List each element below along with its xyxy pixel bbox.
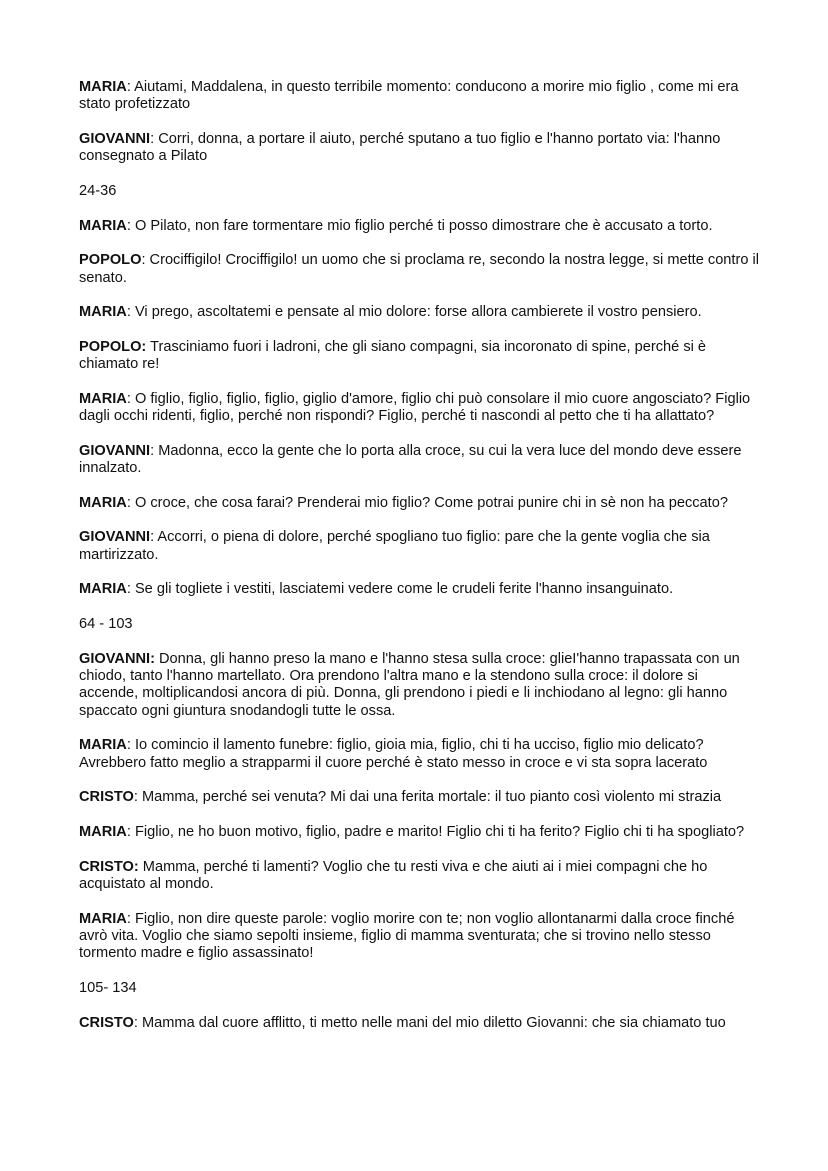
dialogue-text: Donna, gli hanno preso la mano e l'hanno stesa sulla croce: glieI'hanno trapassata con un chiodo, tanto l'hanno martellato. Ora prendono l'altra mano e la stendono sulla croce: il dolore si accende, moltiplicandosi ancora di più. Donna, gli prendono i piedi e li inchiodano al legno: gli hanno spaccato ogni giuntura snodandogli tutte le ossa. xyxy=(79,650,740,719)
separator: : xyxy=(126,304,135,321)
dialogue-line xyxy=(79,218,761,235)
separator: : xyxy=(126,581,135,598)
verse-range-marker: 64 - 103 xyxy=(79,615,133,632)
separator: : xyxy=(133,1014,142,1031)
separator: : xyxy=(141,252,150,269)
speaker-name: GIOVANNI: xyxy=(79,650,155,667)
dialogue-text: Aiutami, Maddalena, in questo terribile momento: conducono a morire mio figlio , come mi era stato profetizzato xyxy=(79,79,739,113)
separator: : xyxy=(126,390,135,407)
dialogue-line xyxy=(79,581,761,598)
dialogue-line xyxy=(79,824,761,841)
dialogue-line xyxy=(79,859,761,894)
separator: : xyxy=(150,529,158,546)
dialogue-text: Crociffigilo! Crociffigilo! un uomo che si proclama re, secondo la nostra legge, si mette contro il senato. xyxy=(79,252,759,286)
dialogue-text: O Pilato, non fare tormentare mio figlio perché ti posso dimostrare che è accusato a torto. xyxy=(134,217,713,234)
speaker-name: MARIA xyxy=(79,217,127,234)
dialogue-line xyxy=(79,252,761,287)
dialogue-text: Figlio, non dire queste parole: voglio morire con te; non voglio allontanarmi dalla croce finché avrò vita. Voglio che siamo sepolti insieme, figlio di mamma sventurata; che si trovino nello stesso tormento madre e figlio assassinato! xyxy=(79,910,735,962)
dialogue-line xyxy=(79,79,761,114)
speaker-name: MARIA xyxy=(79,494,127,511)
dialogue-line xyxy=(79,911,761,963)
dialogue-line xyxy=(79,651,761,721)
separator: : xyxy=(126,217,135,234)
speaker-name: MARIA xyxy=(79,737,127,754)
dialogue-line xyxy=(79,737,761,772)
dialogue-line xyxy=(79,443,761,478)
dialogue-text: O croce, che cosa farai? Prenderai mio figlio? Come potrai punire chi in sè non ha peccato? xyxy=(134,494,728,511)
separator: : xyxy=(150,442,159,459)
dialogue-text: Accorri, o piena di dolore, perché spogliano tuo figlio: pare che la gente voglia che sia martirizzato. xyxy=(79,529,710,563)
dialogue-line xyxy=(79,495,761,512)
speaker-name: GIOVANNI xyxy=(79,442,151,459)
dialogue-text: Io comincio il lamento funebre: figlio, gioia mia, figlio, chi ti ha ucciso, figlio mio delicato? Avrebbero fatto meglio a strapparmi il cuore perché è stato messo in croce e vi sta sopra lacerato xyxy=(79,737,708,771)
dialogue-line xyxy=(79,529,761,564)
speaker-name: CRISTO: xyxy=(79,858,139,875)
separator: : xyxy=(126,737,135,754)
dialogue-text: Trasciniamo fuori i ladroni, che gli siano compagni, sia incoronato di spine, perché si è chiamato re! xyxy=(79,338,707,373)
speaker-name: MARIA xyxy=(79,304,127,321)
separator: : xyxy=(126,494,135,511)
dialogue-text: Madonna, ecco la gente che lo porta alla croce, su cui la vera luce del mondo deve essere innalzato. xyxy=(79,442,742,477)
separator: : xyxy=(150,131,159,147)
dialogue-line xyxy=(79,789,761,806)
speaker-name: MARIA xyxy=(79,910,127,927)
speaker-name: CRISTO xyxy=(79,789,134,806)
speaker-name: POPOLO xyxy=(79,252,142,269)
speaker-name: MARIA xyxy=(79,581,127,598)
speaker-name: MARIA xyxy=(79,390,127,407)
verse-range-marker: 105- 134 xyxy=(79,979,137,996)
dialogue-line xyxy=(79,131,761,166)
speaker-name: GIOVANNI xyxy=(79,131,151,147)
speaker-name: MARIA xyxy=(79,79,127,95)
verse-range-marker: 24-36 xyxy=(79,183,117,199)
separator: : xyxy=(126,910,135,927)
separator: : xyxy=(126,79,135,95)
speaker-name: POPOLO: xyxy=(79,338,147,355)
dialogue-text: Figlio, ne ho buon motivo, figlio, padre e marito! Figlio chi ti ha ferito? Figlio chi ti ha spogliato? xyxy=(134,823,745,840)
dialogue-text: Se gli togliete i vestiti, lasciatemi vedere come le crudeli ferite l'hanno insanguinato. xyxy=(134,581,674,598)
document-page xyxy=(79,79,761,1049)
speaker-name: MARIA xyxy=(79,823,127,840)
speaker-name: CRISTO xyxy=(79,1014,134,1031)
dialogue-text: Mamma dal cuore afflitto, ti metto nelle mani del mio diletto Giovanni: che sia chiamato tuo xyxy=(141,1014,726,1031)
dialogue-text: Mamma, perché ti lamenti? Voglio che tu resti viva e che aiuti ai i miei compagni che ho acquistato al mondo. xyxy=(79,858,708,892)
dialogue-line xyxy=(79,339,761,374)
speaker-name: GIOVANNI xyxy=(79,529,151,546)
dialogue-text: Corri, donna, a portare il aiuto, perché sputano a tuo figlio e l'hanno portato via: l'hanno consegnato a Pilato xyxy=(79,131,721,165)
dialogue-text: Mamma, perché sei venuta? Mi dai una ferita mortale: il tuo pianto così violento mi strazia xyxy=(141,789,722,806)
dialogue-line xyxy=(79,1015,761,1032)
separator: : xyxy=(126,823,135,840)
dialogue-text: Vi prego, ascoltatemi e pensate al mio dolore: forse allora cambierete il vostro pensiero. xyxy=(134,304,702,321)
dialogue-line xyxy=(79,391,761,426)
separator: : xyxy=(133,789,142,806)
dialogue-line xyxy=(79,304,761,321)
dialogue-text: O figlio, figlio, figlio, figlio, giglio d'amore, figlio chi può consolare il mio cuore angosciato? Figlio dagli occhi ridenti, figlio, perché non rispondi? Figlio, perché ti nascondi al petto che ti ha allattato? xyxy=(79,390,751,425)
